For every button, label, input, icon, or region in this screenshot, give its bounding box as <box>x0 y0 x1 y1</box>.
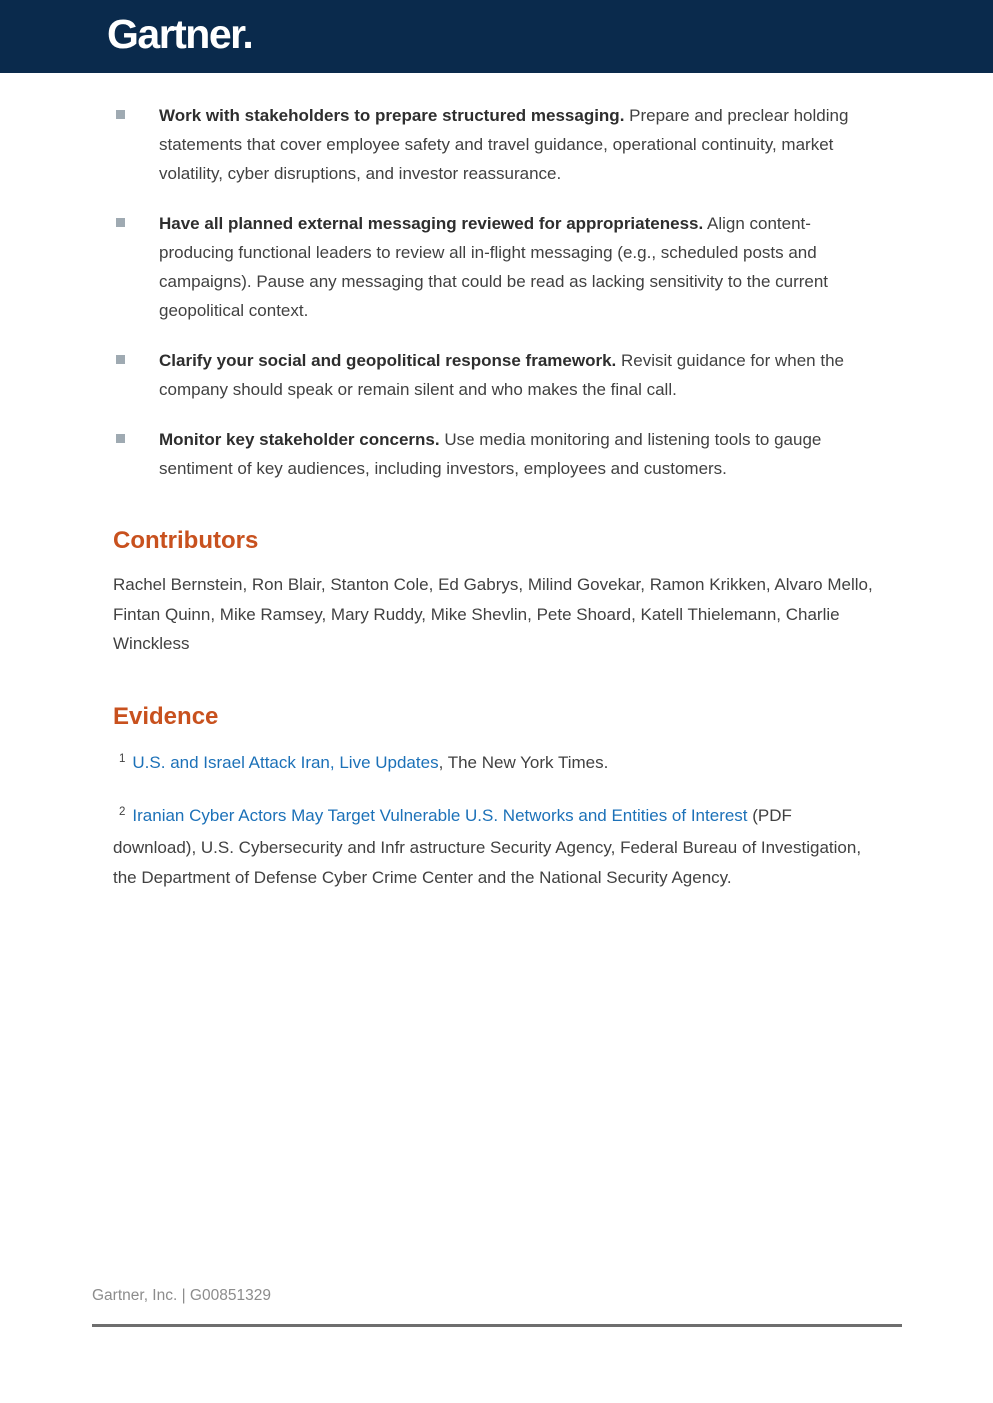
bullet-lead: Monitor key stakeholder concerns. <box>159 430 440 449</box>
footnote-1-marker: 1 <box>119 752 126 765</box>
footnote-1-source: , The New York Times. <box>438 752 609 772</box>
footnote-2 <box>113 801 879 893</box>
list-item <box>113 425 879 483</box>
bullet-body: Prepare and preclear holding statements that cover employee safety and travel guidance, operational continuity, market volatility, cyber disruptions, and investor reassurance. <box>159 106 849 183</box>
footnote-2-marker: 2 <box>119 805 126 818</box>
footnote-1-link[interactable]: U.S. and Israel Attack Iran, Live Updates <box>132 752 439 772</box>
square-bullet-icon <box>116 434 125 443</box>
contributors-names: Rachel Bernstein, Ron Blair, Stanton Cole, Ed Gabrys, Milind Govekar, Ramon Krikken, Alvaro Mello, Fintan Quinn, Mike Ramsey, Mary Ruddy, Mike Shevlin, Pete Shoard, Katell Thielemann, Charlie Winckless <box>113 575 873 653</box>
gartner-logo: Gartner. <box>107 11 253 57</box>
bullet-body: Align content-producing functional leaders to review all in-flight messaging (e.g., scheduled posts and campaigns). Pause any messaging that could be read as lacking sensitivity to the current geopolitical context. <box>159 214 829 320</box>
footer-publication-id: Gartner, Inc. | G00851329 <box>92 1287 271 1304</box>
bullet-body: Use media monitoring and listening tools to gauge sentiment of key audiences, including investors, employees and customers. <box>159 430 822 478</box>
contributors-heading: Contributors <box>113 527 259 554</box>
footnote-2-source: (PDF download), U.S. Cybersecurity and Infr astructure Security Agency, Federal Bureau of Investigation, the Department of Defense Cyber Crime Center and the National Security Agency. <box>113 805 862 887</box>
square-bullet-icon <box>116 218 125 227</box>
list-item <box>113 209 879 325</box>
bullet-lead: Clarify your social and geopolitical response framework. <box>159 351 617 370</box>
bullet-lead: Work with stakeholders to prepare structured messaging. <box>159 106 625 125</box>
recommendations-list <box>113 101 879 483</box>
footnote-1 <box>113 748 879 780</box>
header-bar <box>0 0 993 73</box>
list-item <box>113 346 879 404</box>
footnote-2-link[interactable]: Iranian Cyber Actors May Target Vulnerable U.S. Networks and Entities of Interest <box>132 805 748 825</box>
square-bullet-icon <box>116 110 125 119</box>
content-column <box>113 101 879 893</box>
evidence-heading: Evidence <box>113 702 219 730</box>
bullet-body: Revisit guidance for when the company should speak or remain silent and who makes the final call. <box>159 351 844 399</box>
bullet-lead: Have all planned external messaging reviewed for appropriateness. <box>159 214 704 233</box>
list-item <box>113 101 879 188</box>
square-bullet-icon <box>116 355 125 364</box>
footer-divider <box>92 1324 902 1327</box>
